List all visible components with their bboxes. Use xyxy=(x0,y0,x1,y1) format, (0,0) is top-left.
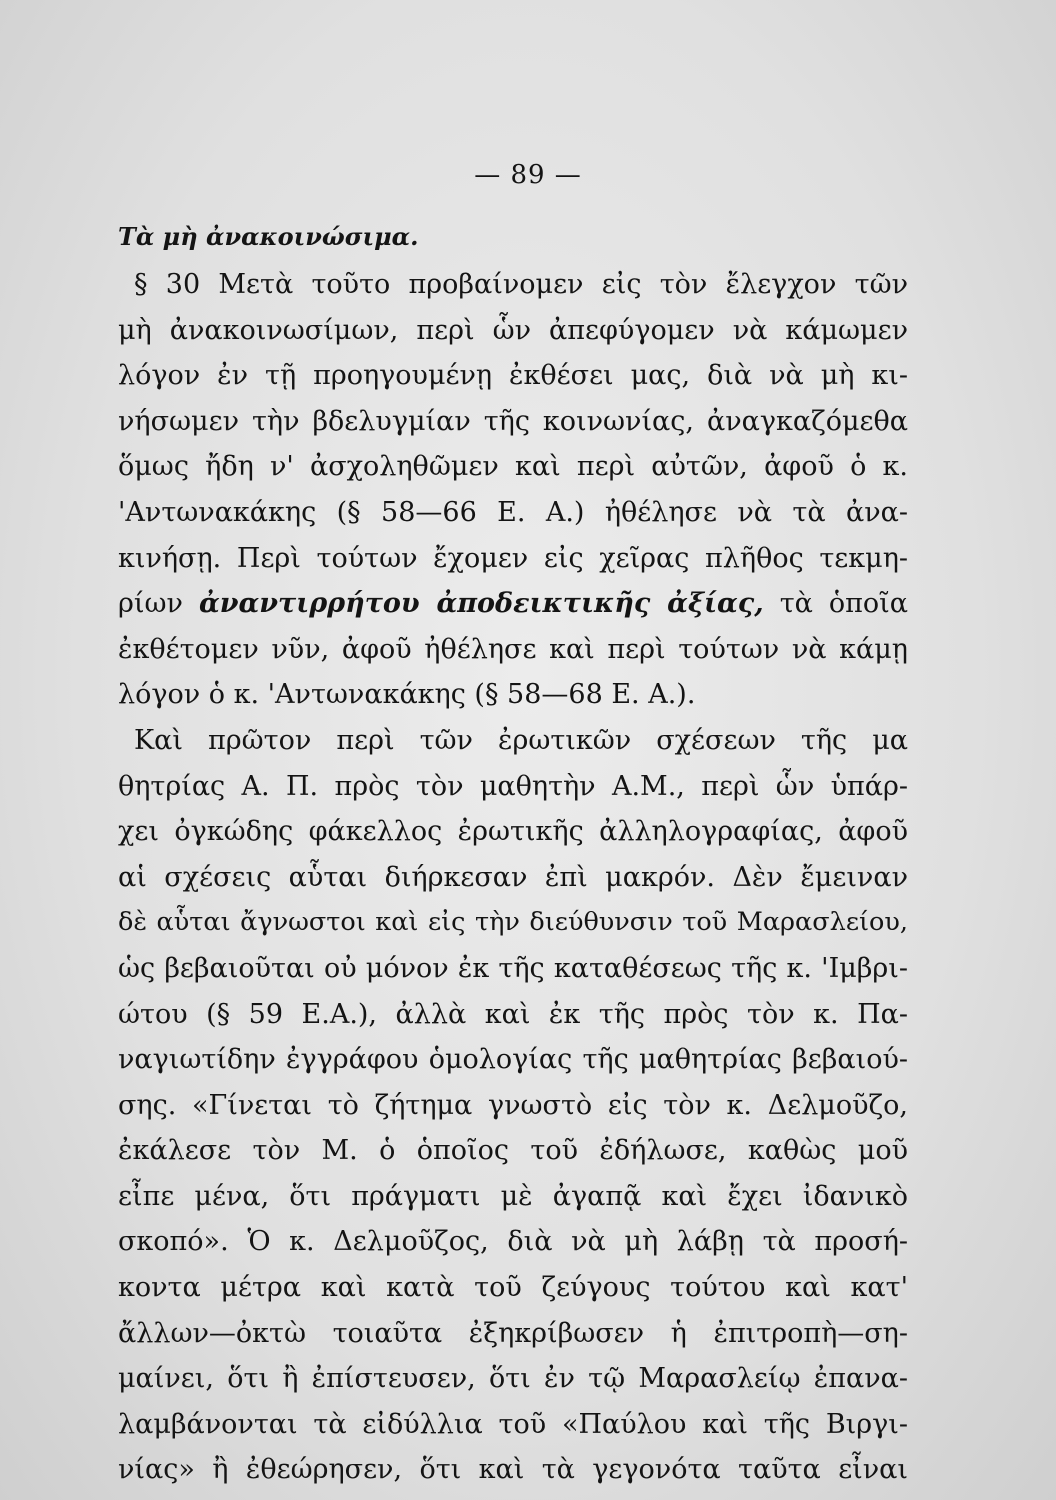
text-line: δὲ αὗται ἄγνωστοι καὶ εἰς τὴν διεύθυνσιν τοῦ Μαρασλείου, xyxy=(118,907,908,938)
text-line: Καὶ πρῶτον περὶ τῶν ἐρωτικῶν σχέσεων τῆς μα xyxy=(134,724,908,756)
text-run: ρίων xyxy=(118,588,183,620)
body-text xyxy=(118,262,908,1493)
text-line: χει ὀγκώδης φάκελλος ἐρωτικῆς ἀλληλογραφίας, ἀφοῦ xyxy=(118,816,908,848)
text-line: κοντα μέτρα καὶ κατὰ τοῦ ζεύγους τούτου καὶ κατ' xyxy=(118,1272,908,1304)
text-line: εἶπε μένα, ὅτι πράγματι μὲ ἀγαπᾷ καὶ ἔχει ἰδανικὸ xyxy=(118,1180,908,1212)
text-line: ναγιωτίδην ἐγγράφου ὁμολογίας τῆς μαθητρίας βεβαιού- xyxy=(118,1044,908,1076)
text-line: νίας» ἢ ἐθεώρησεν, ὅτι καὶ τὰ γεγονότα ταῦτα εἶναι xyxy=(118,1454,908,1486)
text-line: ώτου (§ 59 Ε.Α.), ἀλλὰ καὶ ἐκ τῆς πρὸς τὸν κ. Πα- xyxy=(118,998,908,1030)
text-line: μαίνει, ὅτι ἢ ἐπίστευσεν, ὅτι ἐν τῷ Μαρασλείῳ ἐπανα- xyxy=(118,1363,908,1395)
text-line: σης. «Γίνεται τὸ ζήτημα γνωστὸ εἰς τὸν κ. Δελμοῦζο, xyxy=(118,1089,908,1121)
emphasis-text: ἀναντιρρήτου ἀποδεικτικῆς ἀξίας, xyxy=(198,588,764,620)
text-line: λόγον ὁ κ. 'Αντωνακάκης (§ 58—68 Ε. Α.). xyxy=(118,679,696,711)
text-line: σκοπό». Ὁ κ. Δελμοῦζος, διὰ νὰ μὴ λάβῃ τὰ προσή- xyxy=(118,1226,908,1258)
text-line: ὡς βεβαιοῦται οὐ μόνον ἐκ τῆς καταθέσεως τῆς κ. 'Ιμβρι- xyxy=(118,952,908,984)
text-line: ἄλλων—ὀκτὼ τοιαῦτα ἐξηκρίβωσεν ἡ ἐπιτροπὴ—ση- xyxy=(118,1317,908,1349)
text-line: ἐκάλεσε τὸν Μ. ὁ ὁποῖος τοῦ ἐδήλωσε, καθὼς μοῦ xyxy=(118,1135,908,1167)
text-line: ἐκθέτομεν νῦν, ἀφοῦ ἠθέλησε καὶ περὶ τούτων νὰ κάμῃ xyxy=(118,633,908,665)
text-line: μὴ ἀνακοινωσίμων, περὶ ὧν ἀπεφύγομεν νὰ κάμωμεν xyxy=(118,314,908,346)
text-line: νήσωμεν τὴν βδελυγμίαν τῆς κοινωνίας, ἀναγκαζόμεθα xyxy=(118,405,908,437)
text-line: λαμβάνονται τὰ εἰδύλλια τοῦ «Παύλου καὶ τῆς Βιργι- xyxy=(118,1408,908,1440)
section-title: Τὰ μὴ ἀνακοινώσιμα. xyxy=(118,222,419,251)
text-line: λόγον ἐν τῇ προηγουμένῃ ἐκθέσει μας, διὰ νὰ μὴ κι- xyxy=(118,360,908,392)
text-run: τὰ ὁποῖα xyxy=(779,588,908,620)
text-line xyxy=(118,581,908,627)
text-line: κινήσῃ. Περὶ τούτων ἔχομεν εἰς χεῖρας πλῆθος τεκμη- xyxy=(118,542,908,574)
text-line: 'Αντωνακάκης (§ 58—66 Ε. Α.) ἠθέλησε νὰ τὰ ἀνα- xyxy=(118,496,908,528)
text-line: θητρίας Α. Π. πρὸς τὸν μαθητὴν Α.Μ., περὶ ὧν ὑπάρ- xyxy=(118,770,908,802)
text-line: αἱ σχέσεις αὗται διήρκεσαν ἐπὶ μακρόν. Δὲν ἔμειναν xyxy=(118,861,908,893)
text-line: ὅμως ἤδη ν' ἀσχοληθῶμεν καὶ περὶ αὐτῶν, ἀφοῦ ὁ κ. xyxy=(118,451,908,483)
page-number: — 89 — xyxy=(474,160,582,190)
text-line: § 30 Μετὰ τοῦτο προβαίνομεν εἰς τὸν ἔλεγχον τῶν xyxy=(134,269,908,300)
